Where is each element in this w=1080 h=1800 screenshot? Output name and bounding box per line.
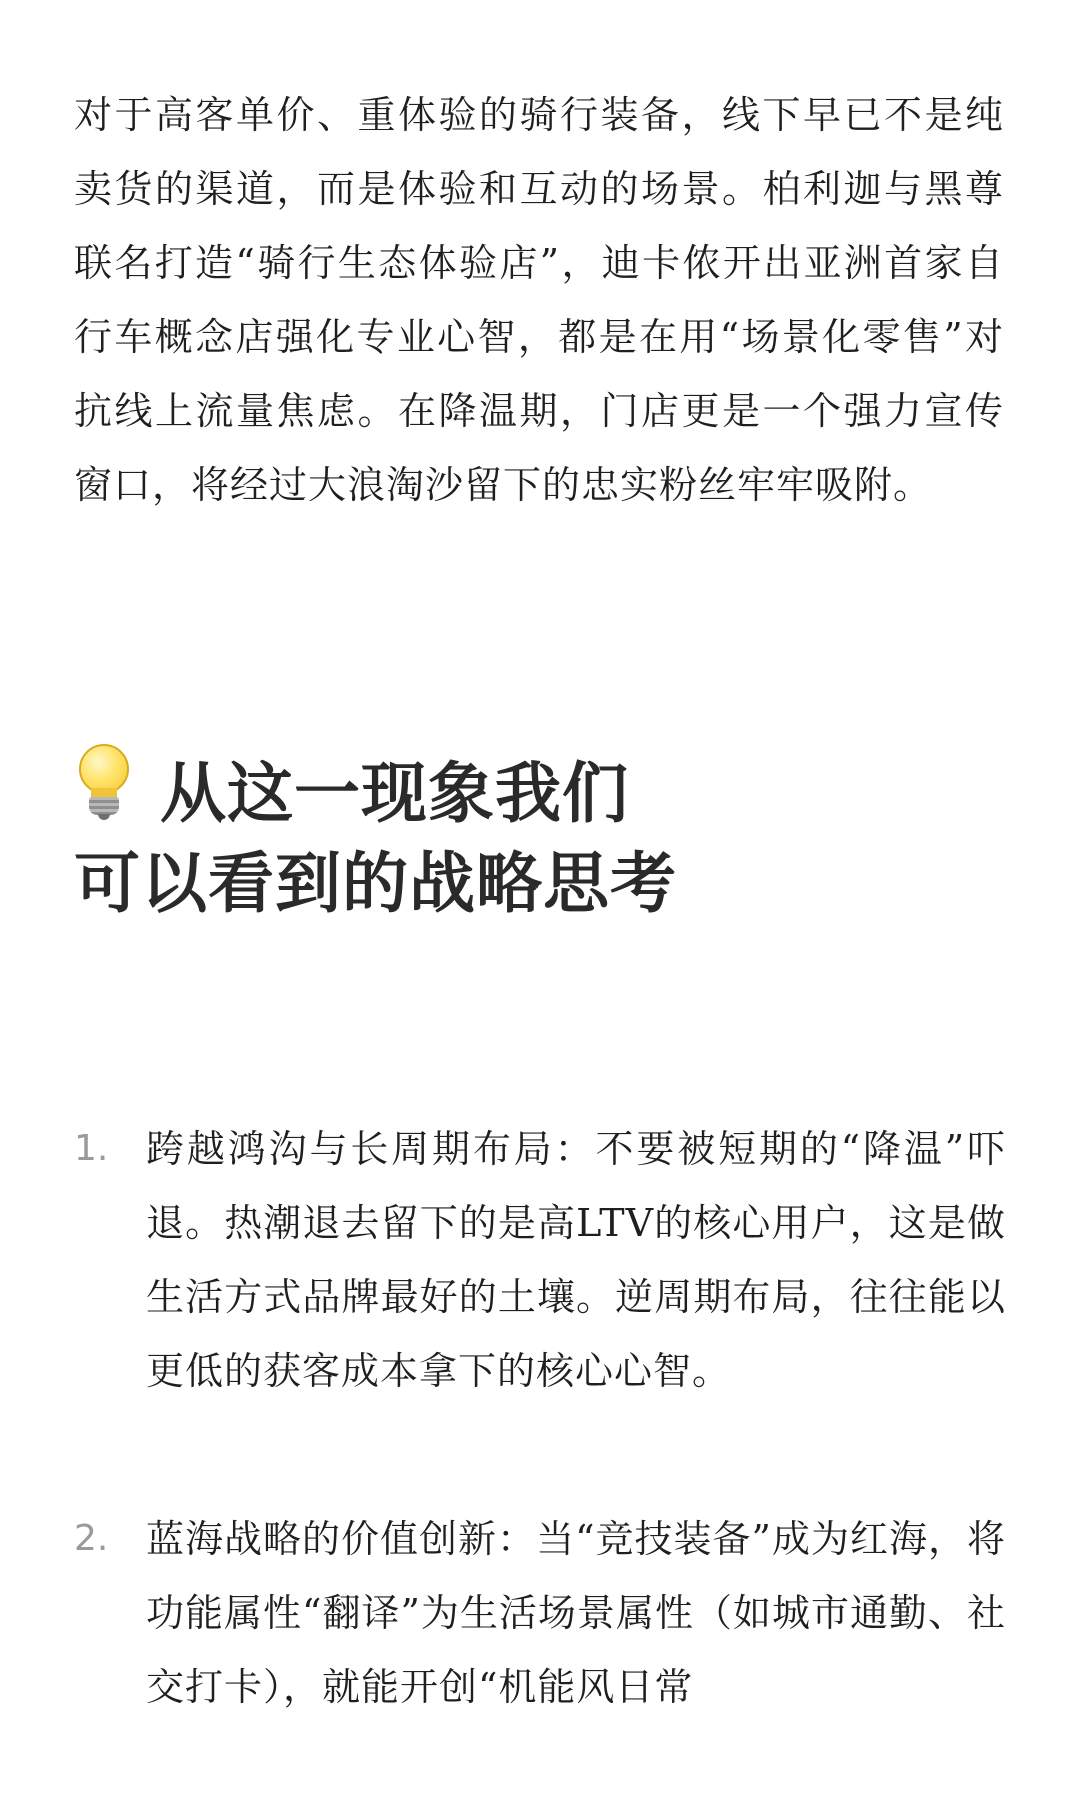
list-item-text: 跨越鸿沟与长周期布局：不要被短期的“降温”吓退。热潮退去留下的是高LTV的核心用户，这是做生活方式品牌最好的土壤。逆周期布局，往往能以更低的获客成本拿下的核心心智。 xyxy=(146,1127,1006,1393)
list-item-number: 1. xyxy=(74,1128,109,1169)
list-item-text: 蓝海战略的价值创新：当“竞技装备”成为红海，将功能属性“翻译”为生活场景属性（如城市通勤、社交打卡），就能开创“机能风日常 xyxy=(146,1517,1006,1709)
light-bulb-icon xyxy=(74,742,134,822)
bulb-base xyxy=(89,797,119,815)
bulb-tip xyxy=(98,814,110,820)
list-item-number: 2. xyxy=(74,1518,109,1559)
section-heading-line-1: 从这一现象我们 xyxy=(160,754,629,832)
section-heading-line-2: 可以看到的战略思考 xyxy=(74,844,677,922)
bulb-glass xyxy=(79,744,129,794)
section-heading xyxy=(74,742,974,928)
intro-paragraph: 对于高客单价、重体验的骑行装备，线下早已不是纯卖货的渠道，而是体验和互动的场景。柏利迦与黑尊联名打造“骑行生态体验店”，迪卡侬开出亚洲首家自行车概念店强化专业心智，都是在用“场景化零售”对抗线上流量焦虑。在降温期，门店更是一个强力宣传窗口，将经过大浪淘沙留下的忠实粉丝牢牢吸附。 xyxy=(74,93,1004,507)
